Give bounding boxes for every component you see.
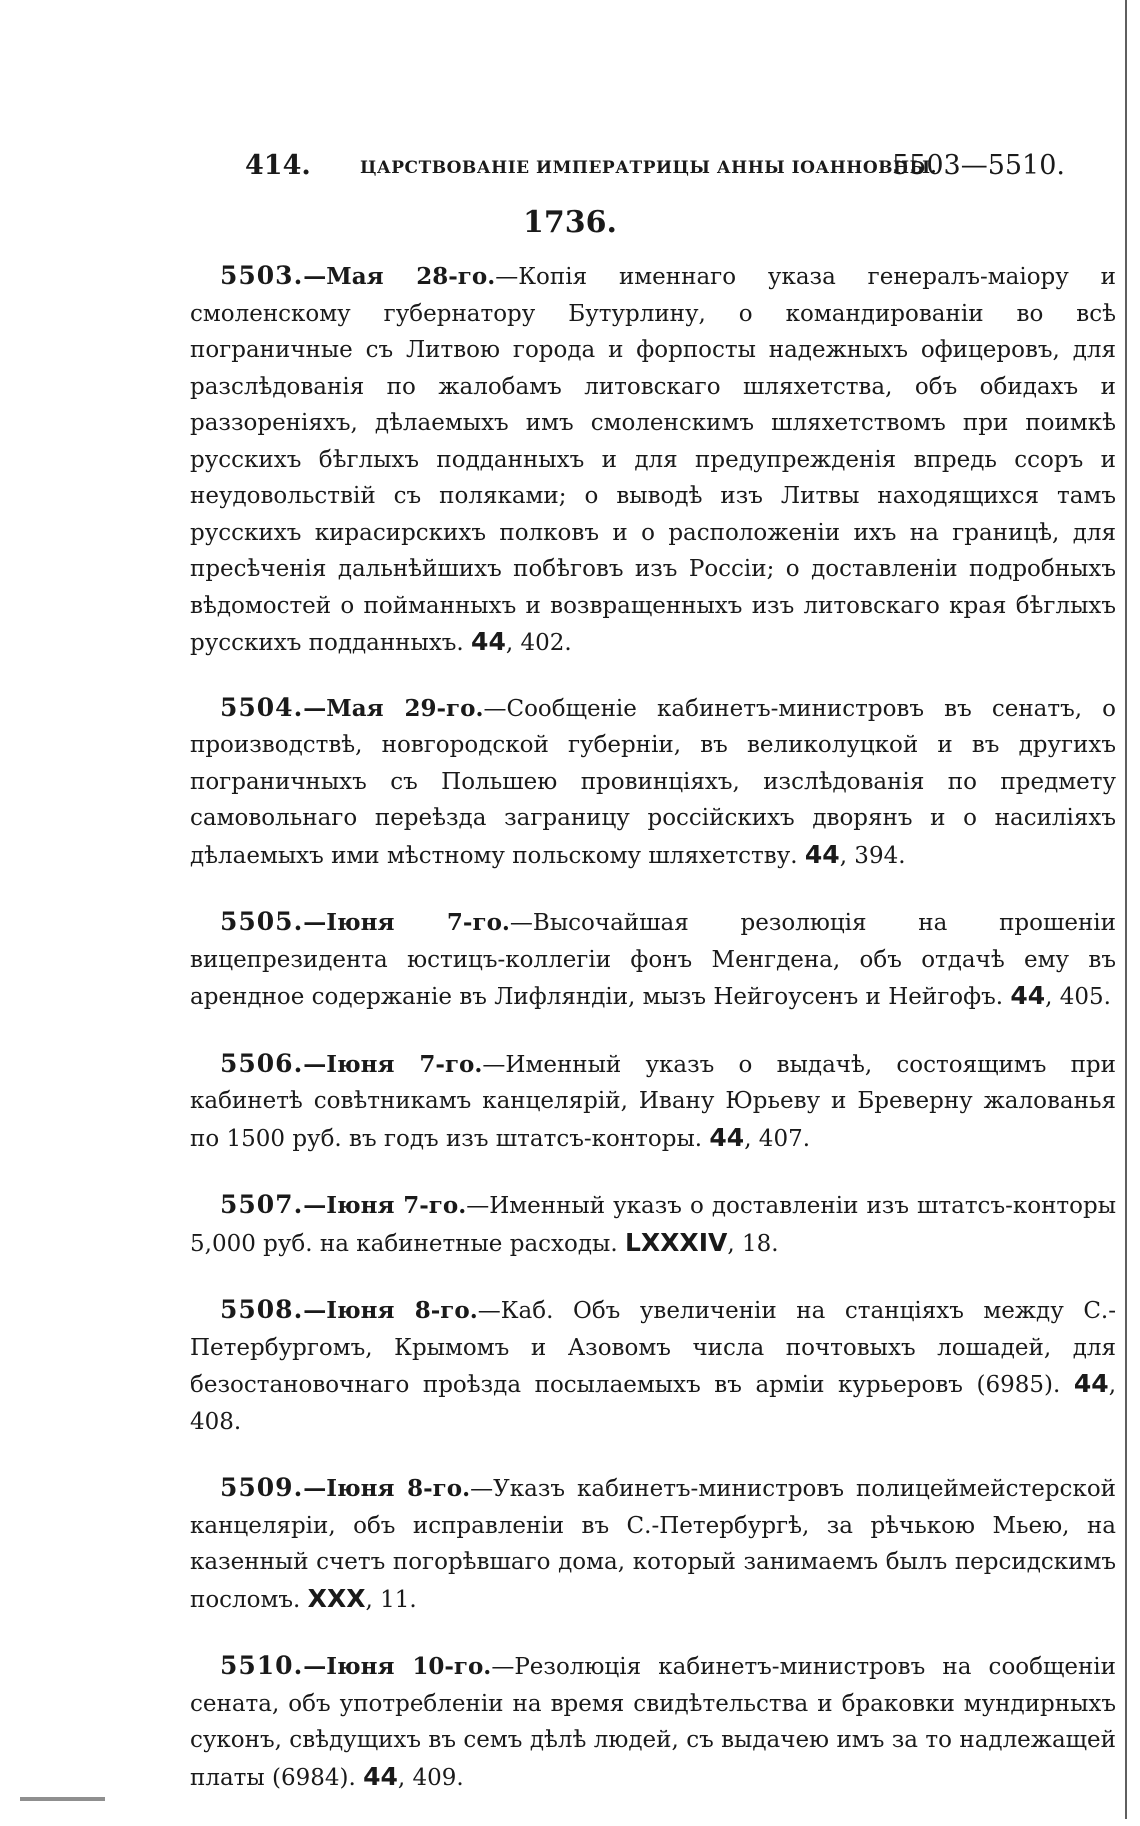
entry-text: —Резолюція кабинетъ-министровъ на сообщеніи сената, объ употребленіи на время свидѣтельства и браковки мундирныхъ суконъ, свѣдущихъ въ семъ дѣлѣ людей, съ выдачею имъ за то надлежащей платы (6984). xyxy=(190,1654,1116,1791)
reference-page: , 11. xyxy=(365,1586,417,1613)
reference-volume: 44 xyxy=(1010,981,1046,1010)
entry-date: —Іюня 10-го. xyxy=(303,1653,492,1680)
entry-text: —Именный указъ о доставленіи изъ штатсъ-конторы 5,000 руб. на кабинетные расходы. xyxy=(190,1193,1116,1257)
reference-page: , 394. xyxy=(839,842,906,869)
entry-text: —Именный указъ о выдачѣ, состоящимъ при кабинетѣ совѣтникамъ канцелярій, Ивану Юрьеву и Бреверну жалованья по 1500 руб. въ годъ изъ штатсъ-конторы. xyxy=(190,1051,1116,1152)
reference-volume: LXXXIV xyxy=(624,1227,728,1257)
entry-range: 5503—5510. xyxy=(891,150,1065,181)
entry-number: 5507. xyxy=(220,1190,304,1219)
entry-number: 5504. xyxy=(220,692,304,722)
entry-date: —Іюня 8-го. xyxy=(303,1297,478,1324)
reference-page: , 18. xyxy=(727,1230,779,1257)
entry-5507 xyxy=(190,1187,1116,1262)
entry-text: —Указъ кабинетъ-министровъ полицеймейстерской канцеляріи, объ исправленіи въ С.-Петербургѣ, за рѣчькою Мьею, на казенный счетъ погорѣвшаго дома, который занимаемъ былъ персидскимъ посломъ. xyxy=(190,1476,1116,1613)
entry-date: —Мая 29-го. xyxy=(303,694,484,722)
entry-5508 xyxy=(190,1292,1116,1440)
entry-text: —Копія именнаго указа генералъ-маіору и смоленскому губернатору Бутурлину, о командированіи во всѣ пограничные съ Литвою города и форпосты надежныхъ офицеровъ, для разслѣдованія по жалобамъ литовскаго шляхетства, объ обидахъ и раззореніяхъ, дѣлаемыхъ имъ смоленскимъ шляхетствомъ при поимкѣ русскихъ бѣглыхъ подданныхъ и для предупрежденія впредь ссоръ и неудовольствій съ поляками; о выводѣ изъ Литвы находящихся тамъ русскихъ кирасирскихъ полковъ и о расположеніи ихъ на границѣ, для пресѣченія дальнѣйшихъ побѣговъ изъ Россіи; о доставленіи подробныхъ вѣдомостей о пойманныхъ и возвращенныхъ изъ литовскаго края бѣглыхъ русскихъ подданныхъ. xyxy=(190,264,1117,656)
entry-number: 5506. xyxy=(220,1048,304,1078)
entry-number: 5509. xyxy=(220,1473,304,1502)
reference-volume: 44 xyxy=(363,1761,398,1791)
entry-5505 xyxy=(190,904,1116,1016)
entry-5510 xyxy=(190,1648,1116,1796)
entry-5504 xyxy=(190,690,1116,875)
scan-artifact xyxy=(20,1797,105,1801)
page-edge-rule xyxy=(1125,0,1127,1819)
entry-5509 xyxy=(190,1470,1116,1618)
entry-5506 xyxy=(190,1046,1116,1158)
entry-number: 5510. xyxy=(220,1651,304,1680)
entries-list xyxy=(190,258,1116,1826)
entry-date: —Іюня 7-го. xyxy=(303,1192,467,1219)
reference-volume: 44 xyxy=(804,839,840,869)
reference-volume: 44 xyxy=(1073,1369,1109,1398)
entry-date: —Іюня 8-го. xyxy=(303,1475,471,1502)
page-number: 414. xyxy=(245,150,311,181)
reference-page: , 408. xyxy=(190,1372,1116,1435)
reference-page: , 409. xyxy=(397,1764,464,1791)
reference-page: , 407. xyxy=(744,1125,811,1152)
entry-text: —Каб. Объ увеличеніи на станціяхъ между С.-Петербургомъ, Крымомъ и Азовомъ числа почтовыхъ лошадей, для безостановочнаго проѣзда посылаемыхъ въ арміи курьеровъ (6985). xyxy=(190,1298,1116,1398)
page-header xyxy=(245,150,1065,186)
reference-page: , 402. xyxy=(505,630,572,656)
entry-number: 5508. xyxy=(220,1295,304,1324)
entry-date: —Іюня 7-го. xyxy=(303,909,510,936)
reference-volume: 44 xyxy=(471,627,506,656)
running-title: ЦАРСТВОВАНІЕ ИМПЕРАТРИЦЫ АННЫ ІОАННОВНЫ. xyxy=(360,158,937,178)
entry-number: 5503. xyxy=(220,261,304,290)
entry-text: —Сообщеніе кабинетъ-министровъ въ сенатъ, о производствѣ, новгородской губерніи, въ великолуцкой и въ другихъ пограничныхъ съ Польшею провинціяхъ, изслѣдованія по предмету самовольнаго переѣзда заграницу россійскихъ дворянъ и о насиліяхъ дѣлаемыхъ ими мѣстному польскому шляхетству. xyxy=(190,695,1116,869)
entry-number: 5505. xyxy=(220,907,304,936)
reference-volume: 44 xyxy=(709,1122,745,1152)
entry-5503 xyxy=(190,258,1116,662)
reference-page: , 405. xyxy=(1045,984,1111,1010)
entry-text: —Высочайшая резолюція на прошеніи вицепрезидента юстицъ-коллегіи фонъ Менгдена, объ отдачѣ ему въ арендное содержаніе въ Лифляндіи, мызъ Нейгоусенъ и Нейгофъ. xyxy=(190,910,1116,1010)
entry-date: —Мая 28-го. xyxy=(303,263,496,290)
entry-date: —Іюня 7-го. xyxy=(303,1050,483,1078)
reference-volume: XXX xyxy=(307,1583,366,1613)
year-heading: 1736. xyxy=(523,205,617,240)
